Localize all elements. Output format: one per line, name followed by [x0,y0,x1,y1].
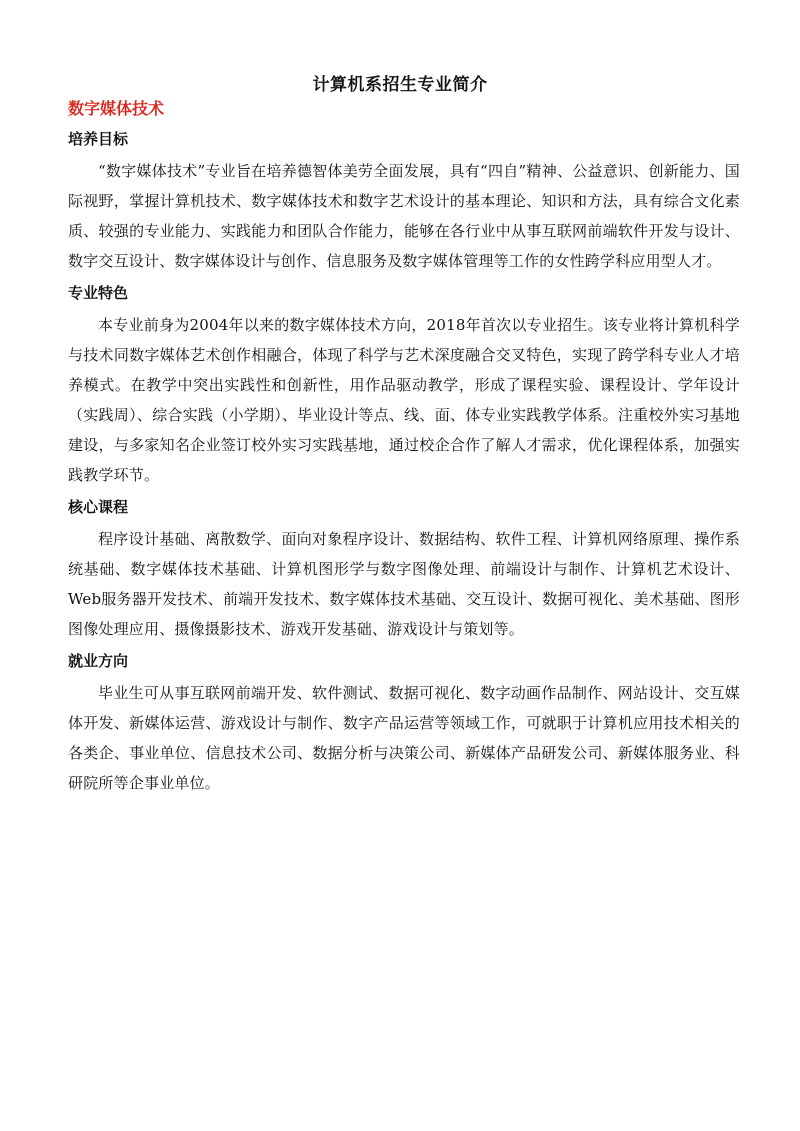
section-heading: 专业特色 [68,284,129,302]
section-heading: 就业方向 [68,652,129,670]
section-program-features [68,282,740,490]
section-body: 程序设计基础、离散数学、面向对象程序设计、数据结构、软件工程、计算机网络原理、操作系统基础、数字媒体技术基础、计算机图形学与数字图像处理、前端设计与制作、计算机艺术设计、Web服务器开发技术、前端开发技术、数字媒体技术基础、交互设计、数据可视化、美术基础、图形图像处理应用、摄像摄影技术、游戏开发基础、游戏设计与策划等。 [68,530,740,638]
section-body: 毕业生可从事互联网前端开发、软件测试、数据可视化、数字动画作品制作、网站设计、交互媒体开发、新媒体运营、游戏设计与制作、数字产品运营等领域工作，可就职于计算机应用技术相关的各类企、事业单位、信息技术公司、数据分析与决策公司、新媒体产品研发公司、新媒体服务业、科研院所等企事业单位。 [68,684,740,792]
section-heading: 核心课程 [68,498,129,516]
document-content [68,128,740,804]
section-career-directions [68,650,740,798]
section-heading: 培养目标 [68,130,129,148]
document-title: 计算机系招生专业简介 [312,75,488,95]
section-training-goals [68,128,740,276]
major-title: 数字媒体技术 [68,99,165,118]
section-body: “数字媒体技术”专业旨在培养德智体美劳全面发展，具有“四自”精神、公益意识、创新能力、国际视野，掌握计算机技术、数字媒体技术和数字艺术设计的基本理论、知识和方法，具有综合文化素质、较强的专业能力、实践能力和团队合作能力，能够在各行业中从事互联网前端软件开发与设计、数字交互设计、数字媒体设计与创作、信息服务及数字媒体管理等工作的女性跨学科应用型人才。 [68,162,740,270]
section-body: 本专业前身为2004年以来的数字媒体技术方向，2018年首次以专业招生。该专业将计算机科学与技术同数字媒体艺术创作相融合，体现了科学与艺术深度融合交叉特色，实现了跨学科专业人才培养模式。在教学中突出实践性和创新性，用作品驱动教学，形成了课程实验、课程设计、学年设计（实践周）、综合实践（小学期）、毕业设计等点、线、面、体专业实践教学体系。注重校外实习基地建设，与多家知名企业签订校外实习实践基地，通过校企合作了解人才需求，优化课程体系，加强实践教学环节。 [68,316,740,484]
section-core-courses [68,496,740,644]
